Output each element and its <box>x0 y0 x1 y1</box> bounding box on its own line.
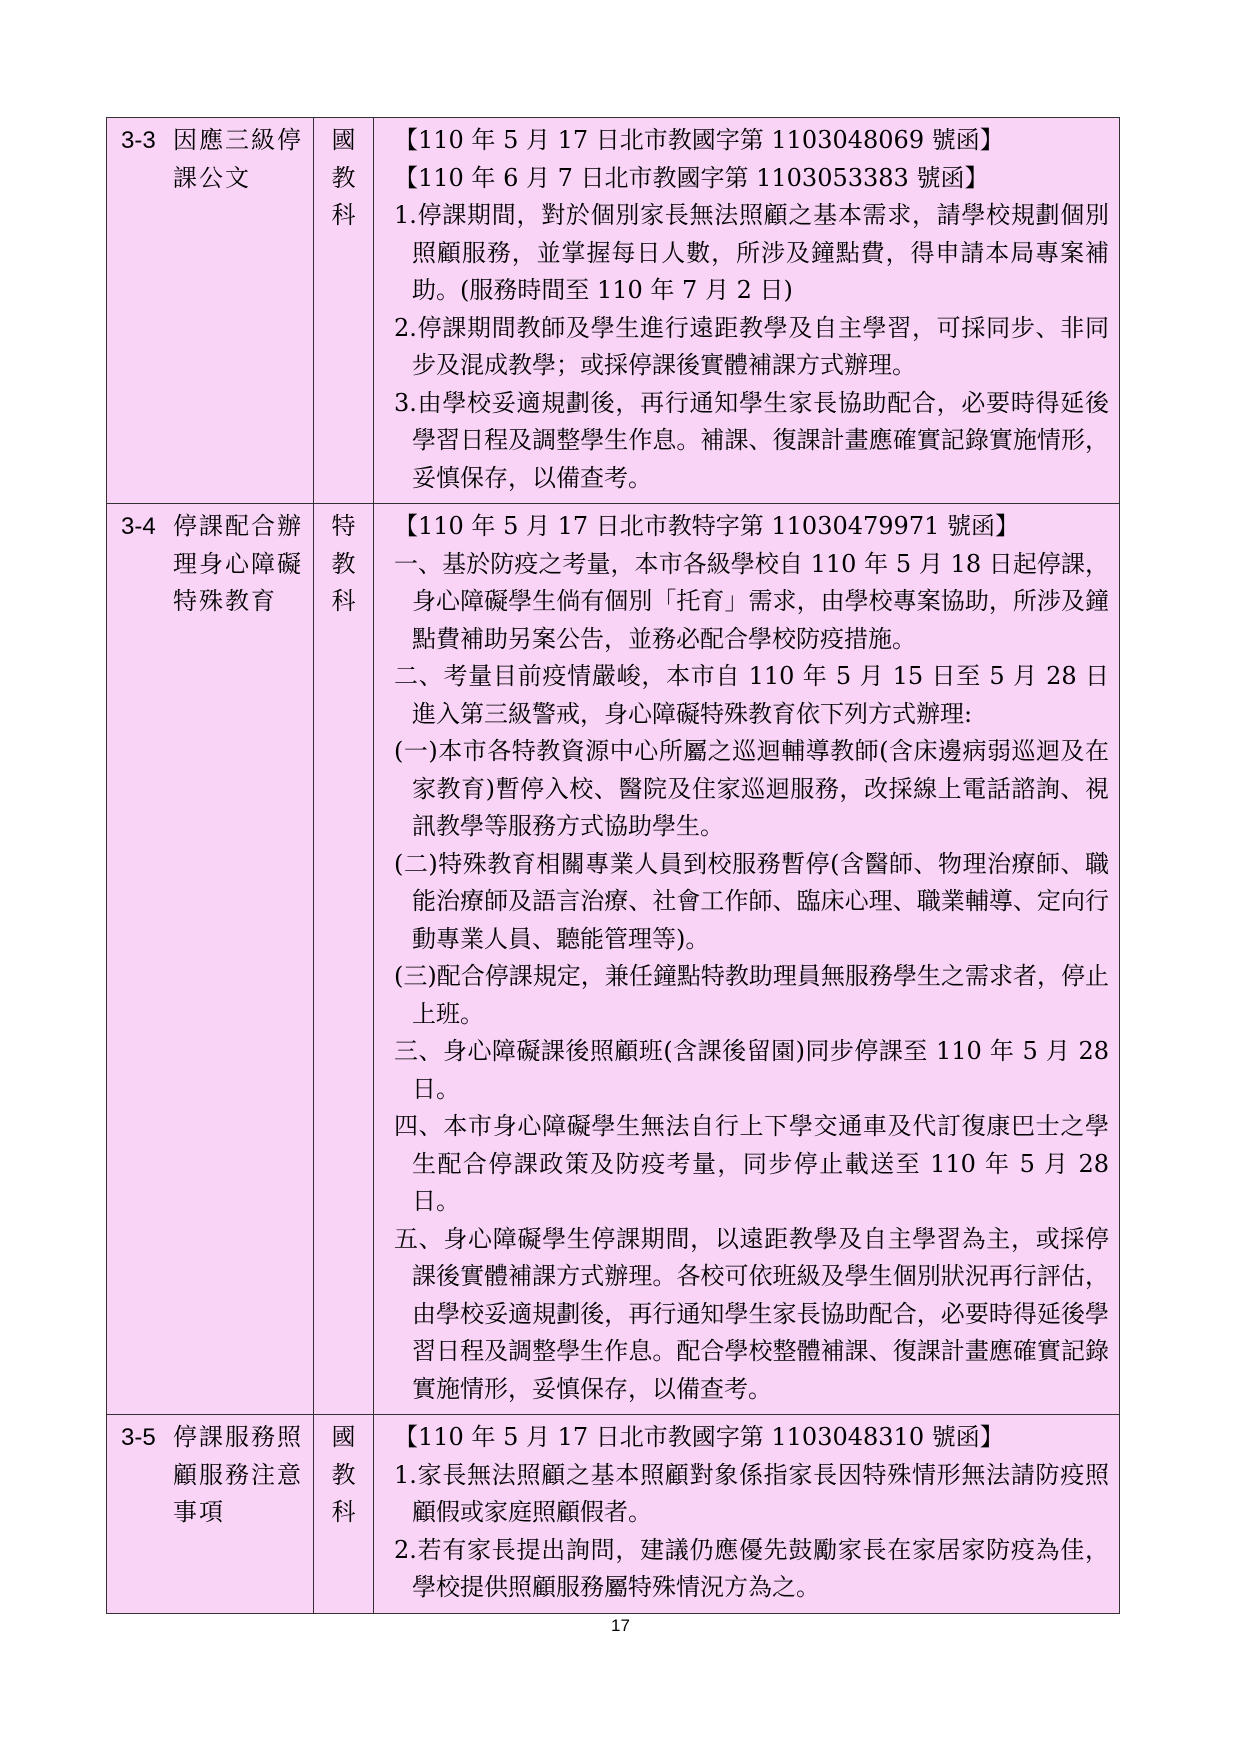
content-item: 3.由學校妥適規劃後，再行通知學生家長協助配合，必要時得延後學習日程及調整學生作息。補課、復課計畫應確實記錄實施情形，妥慎保存，以備查考。 <box>394 388 1109 492</box>
content-item: 四、本市身心障礙學生無法自行上下學交通車及代訂復康巴士之學生配合停課政策及防疫考量，同步停止載送至 110 年 5 月 28 日。 <box>394 1112 1109 1215</box>
row-content-cell <box>374 1415 1120 1614</box>
content-item: 1.家長無法照顧之基本照顧對象係指家長因特殊情形無法請防疫照顧假或家庭照顧假者。 <box>394 1460 1109 1526</box>
row-title: 因應三級停課公文 <box>173 126 303 192</box>
notice-table <box>106 117 1120 1614</box>
department-char: 教 <box>331 163 356 192</box>
row-department-cell <box>314 118 374 504</box>
row-department-cell <box>314 1415 374 1614</box>
content-item: 二、考量目前疫情嚴峻，本市自 110 年 5 月 15 日至 5 月 28 日進入第三級警戒，身心障礙特殊教育依下列方式辦理: <box>394 662 1109 728</box>
content-subitem: (三)配合停課規定，兼任鐘點特教助理員無服務學生之需求者，停止上班。 <box>394 962 1109 1028</box>
document-reference: 【110 年 5 月 17 日北市教國字第 1103048310 號函】 <box>394 1423 1004 1451</box>
row-title: 停課配合辦理身心障礙特殊教育 <box>173 512 303 615</box>
row-code: 3-4 <box>121 513 156 540</box>
department-char: 教 <box>331 1460 356 1489</box>
department-char: 教 <box>331 549 356 578</box>
row-code-cell <box>107 1415 314 1614</box>
notice-table-body <box>107 118 1120 1614</box>
department-char: 科 <box>331 1498 356 1526</box>
content-subitem: (二)特殊教育相關專業人員到校服務暫停(含醫師、物理治療師、職能治療師及語言治療、社會工作師、臨床心理、職業輔導、定向行動專業人員、聽能管理等)。 <box>394 849 1109 953</box>
content-item: 一、基於防疫之考量，本市各級學校自 110 年 5 月 18 日起停課，身心障礙學生倘有個別「托育」需求，由學校專案協助，所涉及鐘點費補助另案公告，並務必配合學校防疫措施。 <box>394 549 1109 653</box>
content-item: 2.若有家長提出詢問，建議仍應優先鼓勵家長在家居家防疫為佳，學校提供照顧服務屬特殊情況方為之。 <box>394 1535 1109 1601</box>
row-department-cell <box>314 504 374 1415</box>
table-row <box>107 504 1120 1415</box>
row-content-cell <box>374 504 1120 1415</box>
row-title: 停課服務照顧服務注意事項 <box>173 1423 303 1526</box>
document-reference: 【110 年 5 月 17 日北市教特字第 11030479971 號函】 <box>394 512 1019 540</box>
department-char: 國 <box>331 1423 356 1451</box>
content-item: 1.停課期間，對於個別家長無法照顧之基本需求，請學校規劃個別照顧服務，並掌握每日人數，所涉及鐘點費，得申請本局專案補助。(服務時間至 110 年 7 月 2 日) <box>394 201 1109 304</box>
document-reference: 【110 年 5 月 17 日北市教國字第 1103048069 號函】 <box>394 126 1004 154</box>
row-code: 3-3 <box>121 127 156 154</box>
department-char: 國 <box>331 126 356 154</box>
page-number: 17 <box>611 1616 630 1635</box>
row-code: 3-5 <box>121 1424 156 1451</box>
table-row <box>107 1415 1120 1614</box>
department-char: 科 <box>331 201 356 229</box>
content-item: 2.停課期間教師及學生進行遠距教學及自主學習，可採同步、非同步及混成教學；或採停課後實體補課方式辦理。 <box>394 313 1109 379</box>
content-subitem: (一)本市各特教資源中心所屬之巡迴輔導教師(含床邊病弱巡迴及在家教育)暫停入校、醫院及住家巡迴服務，改採線上電話諮詢、視訊教學等服務方式協助學生。 <box>394 737 1109 840</box>
row-content-cell <box>374 118 1120 504</box>
row-code-cell <box>107 504 314 1415</box>
department-char: 特 <box>331 512 356 540</box>
row-code-cell <box>107 118 314 504</box>
table-row <box>107 118 1120 504</box>
content-item: 五、身心障礙學生停課期間，以遠距教學及自主學習為主，或採停課後實體補課方式辦理。各校可依班級及學生個別狀況再行評估，由學校妥適規劃後，再行通知學生家長協助配合，必要時得延後學習日程及調整學生作息。配合學校整體補課、復課計畫應確實記錄實施情形，妥慎保存，以備查考。 <box>394 1224 1109 1403</box>
content-item: 三、身心障礙課後照顧班(含課後留園)同步停課至 110 年 5 月 28 日。 <box>394 1037 1109 1103</box>
document-reference: 【110 年 6 月 7 日北市教國字第 1103053383 號函】 <box>394 163 989 192</box>
department-char: 科 <box>331 587 356 615</box>
